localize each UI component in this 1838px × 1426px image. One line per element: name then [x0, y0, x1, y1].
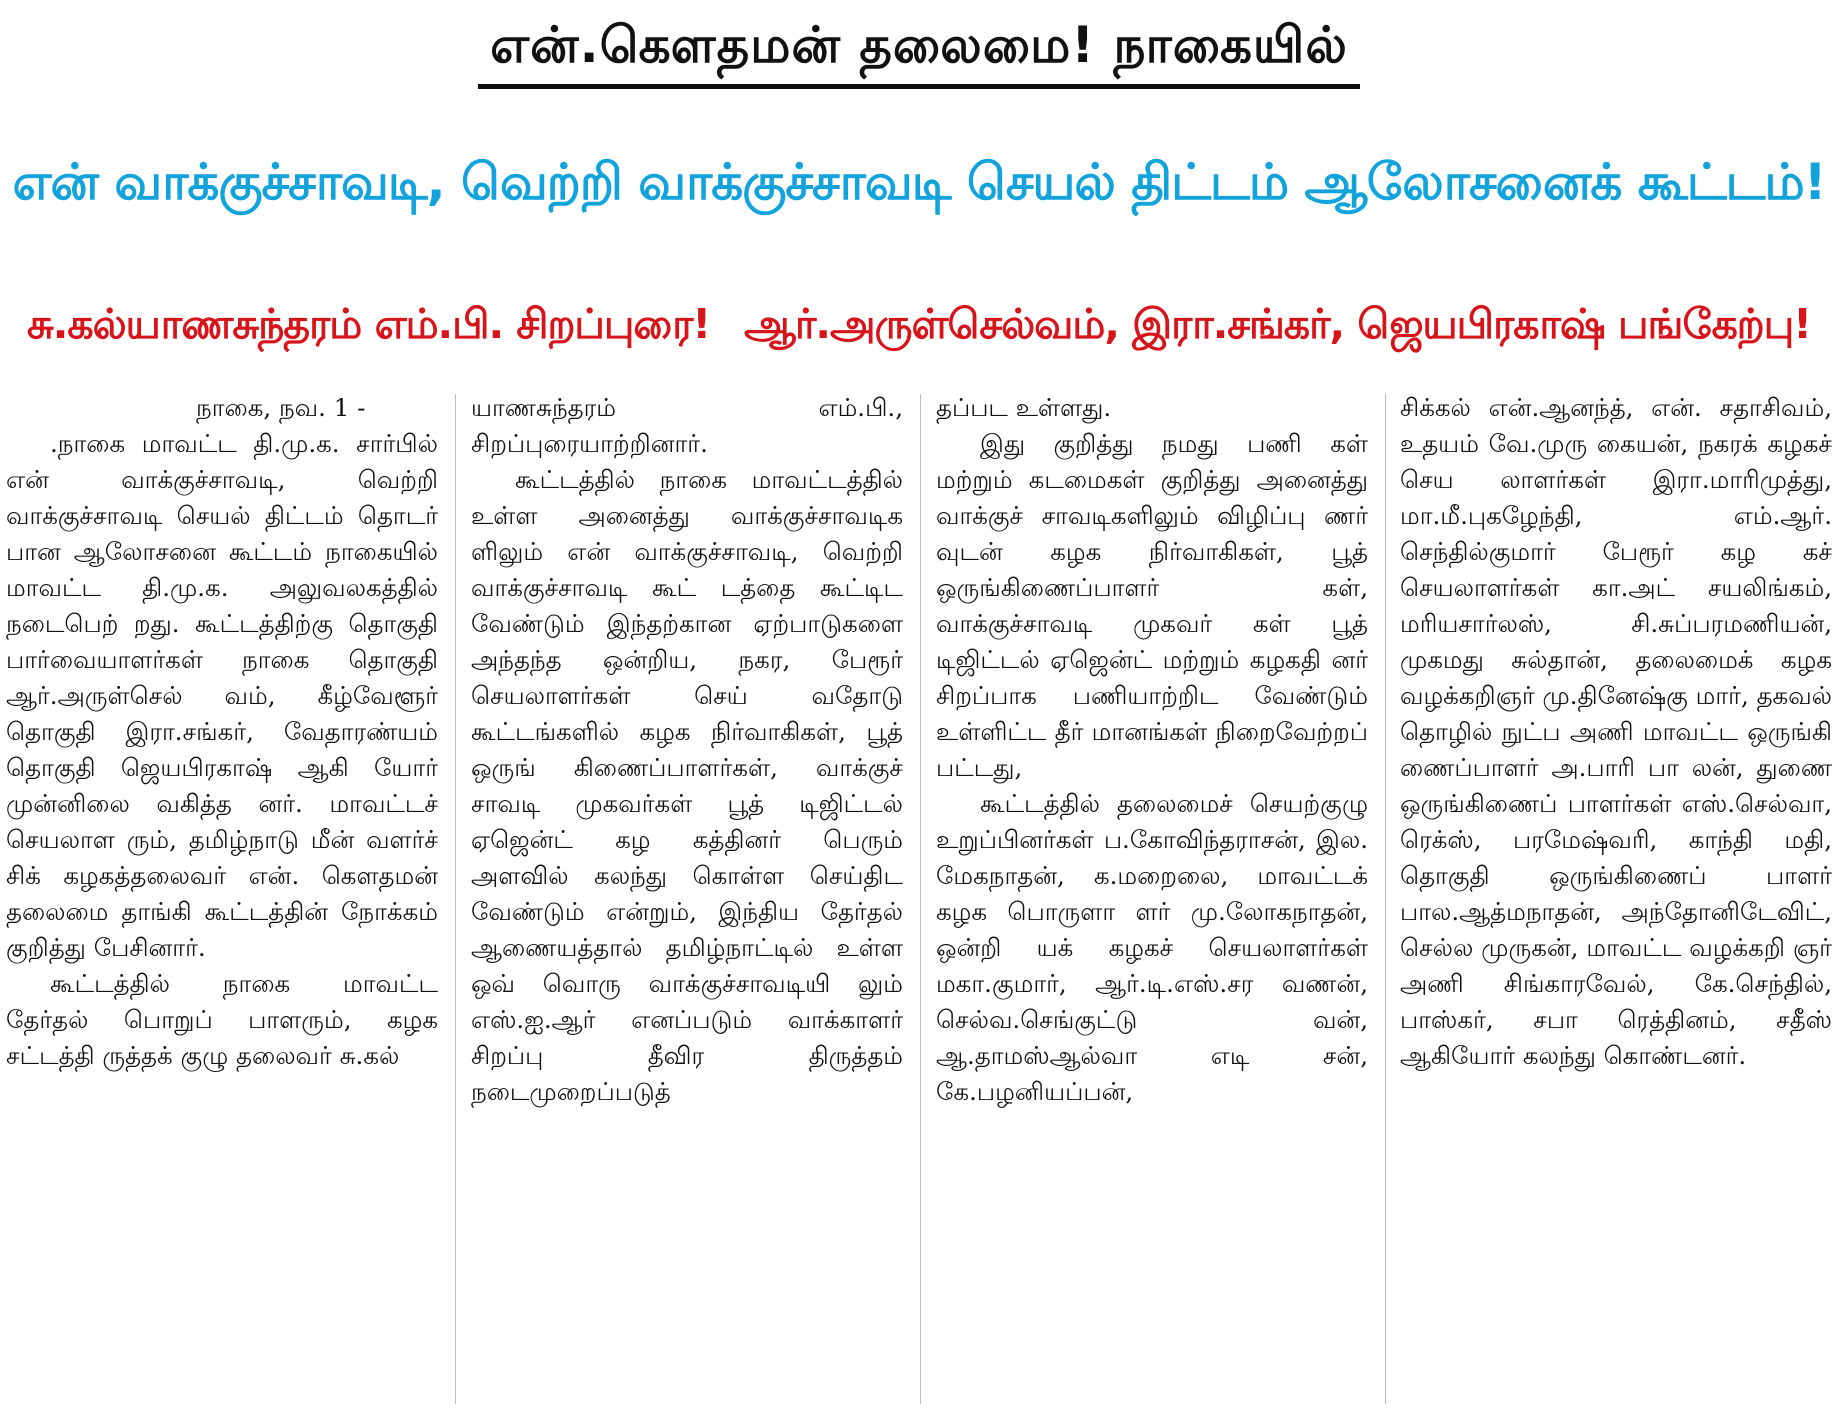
article-column-1 [6, 390, 438, 1420]
article-paragraph: இது குறித்து நமது பணி கள் மற்றும் கடமைகள் குறித்து அனைத்து வாக்குச் சாவடிகளிலும் விழிப்பு ணர் வுடன் கழக நிர்வாகிகள், பூத் ஒருங்கிணைப்பாளர் கள், வாக்குச்சாவடி முகவர் கள் பூத் டிஜிட்டல் ஏஜென்ட் மற்றும் கழகதி னர் சிறப்பாக பணியாற்றிட வேண்டும் உள்ளிட்ட தீர் மானங்கள் நிறைவேற்றப் பட்டது, [936, 429, 1368, 782]
column-divider [1385, 394, 1386, 1404]
article-paragraph: யாணசுந்தரம் எம்.பி., சிறப்புரையாற்றினார். [471, 393, 903, 458]
article-paragraph: .நாகை மாவட்ட தி.மு.க. சார்பில் என் வாக்குச்சாவடி, வெற்றி வாக்குச்சாவடி செயல் திட்டம் தொடர் பான ஆலோசனை கூட்டம் நாகையில் மாவட்ட தி.மு.க. அலுவலகத்தில் நடைபெற் றது. கூட்டத்திற்கு தொகுதி பார்வையாளர்கள் நாகை தொகுதி ஆர்.அருள்செல் வம், கீழ்வேளூர் தொகுதி இரா.சங்கர், வேதாரண்யம் தொகுதி ஜெயபிரகாஷ் ஆகி யோர் முன்னிலை வகித்த னர். மாவட்டச் செயலாள ரும், தமிழ்நாடு மீன் வளர்ச் சிக் கழகத்தலைவர் என். கௌதமன் தலைமை தாங்கி கூட்டத்தின் நோக்கம் குறித்து பேசினார். [6, 429, 438, 962]
kicker-banner [0, 6, 1838, 89]
article-paragraph: கூட்டத்தில் நாகை மாவட்ட தேர்தல் பொறுப் பாளரும், கழக சட்டத்தி ருத்தக் குழு தலைவர் சு.கல் [6, 969, 438, 1070]
article-paragraph: தப்பட உள்ளது. [936, 393, 1112, 422]
column-divider [455, 394, 456, 1404]
dateline: நாகை, நவ. 1 - [196, 393, 366, 422]
subhead-part-1: சு.கல்யாணசுந்தரம் எம்.பி. சிறப்புரை! [27, 300, 711, 348]
column-divider [920, 394, 921, 1404]
headline: என் வாக்குச்சாவடி, வெற்றி வாக்குச்சாவடி செயல் திட்டம் ஆலோசனைக் கூட்டம்! [12, 153, 1826, 211]
article-column-4 [1400, 390, 1832, 1420]
article-column-3 [936, 390, 1368, 1420]
article-body [6, 390, 1832, 1420]
article-paragraph: கூட்டத்தில் தலைமைச் செயற்குழு உறுப்பினர்கள் ப.கோவிந்தராசன், இல. மேகநாதன், க.மறைலை, மாவட்டக் கழக பொருளா ளர் மு.லோகநாதன், ஒன்றி யக் கழகச் செயலாளர்கள் மகா.குமார், ஆர்.டி.எஸ்.சர வணன், செல்வ.செங்குட்டு வன், ஆ.தாமஸ்ஆல்வா எடி சன், கே.பழனியப்பன், [936, 789, 1368, 1106]
subhead-part-2: ஆர்.அருள்செல்வம், இரா.சங்கர், ஜெயபிரகாஷ் பங்கேற்பு! [744, 300, 1811, 348]
kicker-text: என்.கௌதமன் தலைமை! நாகையில் [478, 6, 1360, 89]
article-column-2 [471, 390, 903, 1420]
subheadline [4, 282, 1834, 366]
article-paragraph: சிக்கல் என்.ஆனந்த், என். சதாசிவம், உதயம் வே.முரு கையன், நகரக் கழகச் செய லாளர்கள் இரா.மாரிமுத்து, மா.மீ.புகழேந்தி, எம்.ஆர். செந்தில்குமார் பேரூர் கழ கச் செயலாளர்கள் கா.அட் சயலிங்கம், மரியசார்லஸ், சி.சுப்பரமணியன், முகமது சுல்தான், தலைமைக் கழக வழக்கறிஞர் மு.தினேஷ்கு மார், தகவல் தொழில் நுட்ப அணி மாவட்ட ஒருங்கி ணைப்பாளர் அ.பாரி பா லன், துணை ஒருங்கிணைப் பாளர்கள் எஸ்.செல்வா, ரெக்ஸ், பரமேஷ்வரி, காந்தி மதி, தொகுதி ஒருங்கிணைப் பாளர் பால.ஆத்மநாதன், அந்தோனிடேவிட், செல்ல முருகன், மாவட்ட வழக்கறி ஞர் அணி சிங்காரவேல், கே.செந்தில், பாஸ்கர், சபா ரெத்தினம், சதீஸ் ஆகியோர் கலந்து கொண்டனர். [1400, 393, 1832, 1070]
article-paragraph: கூட்டத்தில் நாகை மாவட்டத்தில் உள்ள அனைத்து வாக்குச்சாவடிக ளிலும் என் வாக்குச்சாவடி, வெற்றி வாக்குச்சாவடி கூட் டத்தை கூட்டிட வேண்டும் இந்தற்கான ஏற்பாடுகளை அந்தந்த ஒன்றிய, நகர, பேரூர் செயலாளர்கள் செய் வதோடு கூட்டங்களில் கழக நிர்வாகிகள், பூத் ஒருங் கிணைப்பாளர்கள், வாக்குச் சாவடி முகவர்கள் பூத் டிஜிட்டல் ஏஜென்ட் கழ கத்தினர் பெரும் அளவில் கலந்து கொள்ள செய்திட வேண்டும் என்றும், இந்திய தேர்தல் ஆணையத்தால் தமிழ்நாட்டில் உள்ள ஒவ் வொரு வாக்குச்சாவடியி லும் எஸ்.ஐ.ஆர் எனப்படும் வாக்காளர் சிறப்பு தீவிர திருத்தம் நடைமுறைப்படுத் [471, 465, 903, 1106]
